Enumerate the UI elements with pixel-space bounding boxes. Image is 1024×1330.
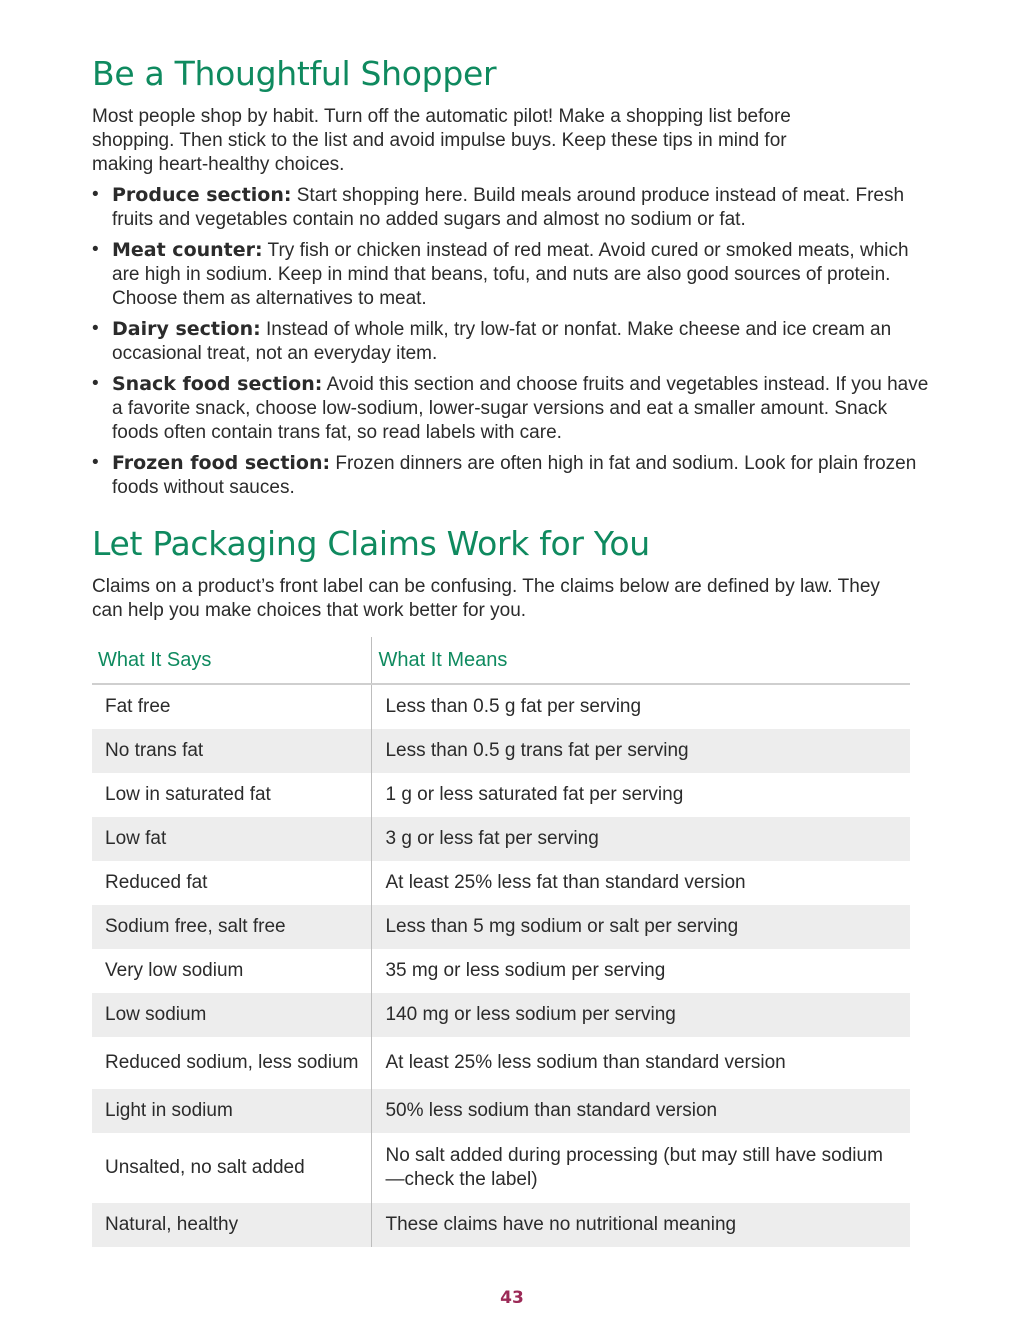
bullet-icon: • [92,239,99,260]
meaning-cell: 140 mg or less sodium per serving [372,993,910,1037]
tip-text: Try fish or chicken instead of red meat. Avoid cured or smoked meats, which are high in sodium. Keep in mind that beans, tofu, and nuts are also good sources of protein. Choose them as alternatives to meat. [112,240,909,309]
bullet-icon: • [92,452,99,473]
column-header-says: What It Says [92,637,372,684]
tip-label: Produce section: [112,184,292,206]
table-header-row [92,637,910,684]
meaning-cell: At least 25% less sodium than standard version [385,1052,786,1073]
tip-label: Dairy section: [112,318,261,340]
table-row [92,684,910,729]
table-row [92,949,910,993]
table-row [92,817,910,861]
list-item [92,451,932,500]
claim-cell: Low fat [92,817,372,861]
claims-table [92,637,910,1247]
tip-label: Frozen food section: [112,452,331,474]
table-row [92,729,910,773]
tip-label: Meat counter: [112,239,263,261]
tip-text: Avoid this section and choose fruits and vegetables instead. If you have a favorite snack, choose low-sodium, lower-sugar versions and eat a smaller amount. Snack foods often contain trans fat, so read labels with care. [112,374,929,443]
bullet-icon: • [92,373,99,394]
tip-label: Snack food section: [112,373,323,395]
column-header-means: What It Means [372,637,910,684]
list-item [92,372,932,445]
claim-cell: Sodium free, salt free [92,905,372,949]
meaning-cell: At least 25% less fat than standard version [385,872,746,893]
list-item [92,183,932,232]
claim-cell: Unsalted, no salt added [92,1133,372,1203]
table-row [92,773,910,817]
section-heading-claims: Let Packaging Claims Work for You [92,524,650,563]
claim-cell: Low in saturated fat [92,773,372,817]
claim-cell: Light in sodium [92,1089,372,1133]
claim-cell: Very low sodium [92,949,372,993]
table-row [92,905,910,949]
table-row [92,1037,910,1089]
bullet-icon: • [92,184,99,205]
meaning-cell: No salt added during processing (but may still have sodium—check the label) [385,1145,883,1190]
shopper-intro: Most people shop by habit. Turn off the automatic pilot! Make a shopping list before shopping. Then stick to the list and avoid impulse buys. Keep these tips in mind for making heart-healthy choices. [92,106,791,175]
page-number: 43 [500,1288,524,1308]
claim-cell: Low sodium [92,993,372,1037]
table-row [92,993,910,1037]
claim-cell: Natural, healthy [92,1203,372,1247]
meaning-cell: 3 g or less fat per serving [372,817,910,861]
meaning-cell: Less than 0.5 g trans fat per serving [372,729,910,773]
meaning-cell: Less than 5 mg sodium or salt per serving [372,905,910,949]
tip-text: Instead of whole milk, try low-fat or nonfat. Make cheese and ice cream an occasional treat, not an everyday item. [112,319,892,364]
bullet-icon: • [92,318,99,339]
table-row [92,861,910,905]
claim-cell: Reduced fat [92,861,372,905]
table-row [92,1203,910,1247]
tip-text: Frozen dinners are often high in fat and sodium. Look for plain frozen foods without sauces. [112,453,917,498]
table-row [92,1089,910,1133]
claim-cell: Reduced sodium, less sodium [92,1037,372,1089]
list-item [92,238,932,311]
claim-cell: No trans fat [92,729,372,773]
meaning-cell: Less than 0.5 g fat per serving [385,696,642,717]
section-heading-shopper: Be a Thoughtful Shopper [92,54,497,93]
meaning-cell: These claims have no nutritional meaning [372,1203,910,1247]
shopping-tips-list [92,183,932,506]
claim-cell: Fat free [92,684,372,729]
list-item [92,317,932,366]
meaning-cell: 35 mg or less sodium per serving [385,960,666,981]
meaning-cell: 1 g or less saturated fat per serving [385,784,684,805]
claims-intro: Claims on a product’s front label can be confusing. The claims below are defined by law. They can help you make choices that work better for you. [92,576,880,621]
table-row [92,1133,910,1203]
tip-text: Start shopping here. Build meals around produce instead of meat. Fresh fruits and vegetables contain no added sugars and almost no sodium or fat. [112,185,905,230]
meaning-cell: 50% less sodium than standard version [372,1089,910,1133]
